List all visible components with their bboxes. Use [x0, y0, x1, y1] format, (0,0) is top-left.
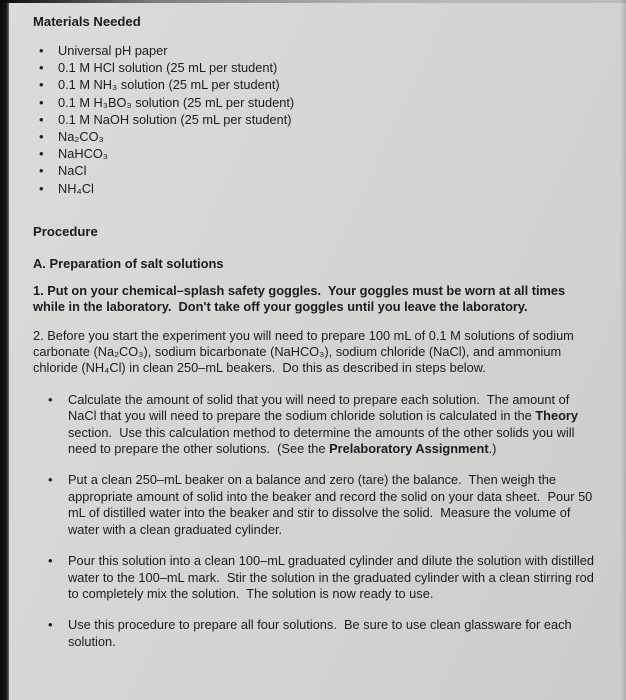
list-item — [39, 162, 596, 179]
list-item — [48, 472, 596, 538]
text-segment: Use this procedure to prepare all four solutions. Be sure to use clean glassware for each solution. — [68, 617, 576, 649]
list-item-text: Na₂CO₃ — [58, 129, 104, 145]
list-item — [39, 111, 596, 128]
procedure-step-2: 2. Before you start the experiment you will need to prepare 100 mL of 0.1 M solutions of sodium carbonate (Na₂CO₃), sodium bicarbonate (NaHCO₃), sodium chloride (NaCl), and ammonium chloride (NH₄Cl) in clean 250–mL beakers. Do this as described in steps below. — [33, 327, 578, 376]
list-item — [39, 59, 596, 76]
list-item-text: NH₄Cl — [58, 180, 94, 196]
list-item-text: Universal pH paper — [58, 43, 168, 58]
bullet-icon: • — [48, 472, 53, 488]
bullet-icon: • — [39, 163, 44, 179]
text-segment-bold: Theory — [535, 408, 579, 424]
bullet-icon: • — [39, 111, 44, 127]
subsection-heading: A. Preparation of salt solutions — [33, 255, 224, 271]
materials-list — [33, 42, 596, 197]
scan-edge-left — [0, 0, 9, 700]
text-segment: Put a clean 250–mL beaker on a balance and zero (tare) the balance. Then weigh the appropriate amount of solid into the beaker and record the solid on your data sheet. Pour 50 mL of distilled water into the beaker and stir to dissolve the solid. Measure the volume of water with a clean graduated cylinder. — [68, 472, 596, 537]
scan-edge-right — [620, 0, 626, 700]
list-item-text — [68, 553, 596, 602]
procedure-heading: Procedure — [33, 223, 98, 239]
materials-heading: Materials Needed — [33, 14, 141, 29]
bullet-icon: • — [48, 391, 53, 407]
list-item-text: 0.1 M HCl solution (25 mL per student) — [58, 60, 278, 76]
text-segment: Calculate the amount of solid that you will need to prepare each solution. The amount of NaCl that you will need to prepare the sodium chloride solution is calculated in the — [68, 391, 573, 424]
bullet-icon: • — [39, 60, 44, 76]
bullet-icon: • — [39, 77, 44, 93]
bullet-icon: • — [39, 43, 44, 58]
text-segment: section. Use this calculation method to determine the amounts of the other solids you will need to prepare the other solutions. (See the — [68, 408, 582, 457]
list-item — [48, 617, 596, 650]
scan-edge-top — [0, 0, 626, 3]
bullet-icon: • — [48, 553, 53, 569]
list-item — [39, 145, 596, 162]
list-item — [39, 76, 596, 93]
list-item — [48, 553, 596, 602]
list-item — [39, 128, 596, 145]
bullet-icon: • — [39, 180, 44, 196]
text-segment: .) — [488, 441, 497, 457]
list-item — [39, 42, 596, 59]
list-item — [39, 180, 596, 197]
list-item — [48, 392, 596, 458]
list-item-text: NaCl — [58, 163, 87, 179]
procedure-step-1: 1. Put on your chemical–splash safety goggles. Your goggles must be worn at all times while in the laboratory. Don't take off your goggles until you leave the laboratory. — [33, 282, 569, 315]
document-content — [33, 13, 596, 650]
text-segment-bold: Prelaboratory Assignment — [329, 441, 489, 457]
list-item-text: 0.1 M NH₃ solution (25 mL per student) — [58, 77, 280, 93]
list-item-text: 0.1 M NaOH solution (25 mL per student) — [58, 111, 292, 127]
list-item-text — [68, 392, 596, 458]
procedure-bullet-list — [33, 392, 596, 650]
list-item-text: 0.1 M H₃BO₃ solution (25 mL per student) — [58, 94, 295, 110]
list-item-text — [68, 617, 596, 650]
bullet-icon: • — [39, 94, 44, 110]
bullet-icon: • — [48, 617, 53, 633]
bullet-icon: • — [39, 146, 44, 162]
bullet-icon: • — [39, 129, 44, 145]
list-item — [39, 94, 596, 111]
list-item-text — [68, 472, 596, 538]
list-item-text: NaHCO₃ — [58, 146, 109, 162]
text-segment: Pour this solution into a clean 100–mL graduated cylinder and dilute the solution with distilled water to the 100–mL mark. Stir the solution in the graduated cylinder with a clean stirring rod to completely mix the solution. The solution is now ready to use. — [68, 553, 598, 601]
